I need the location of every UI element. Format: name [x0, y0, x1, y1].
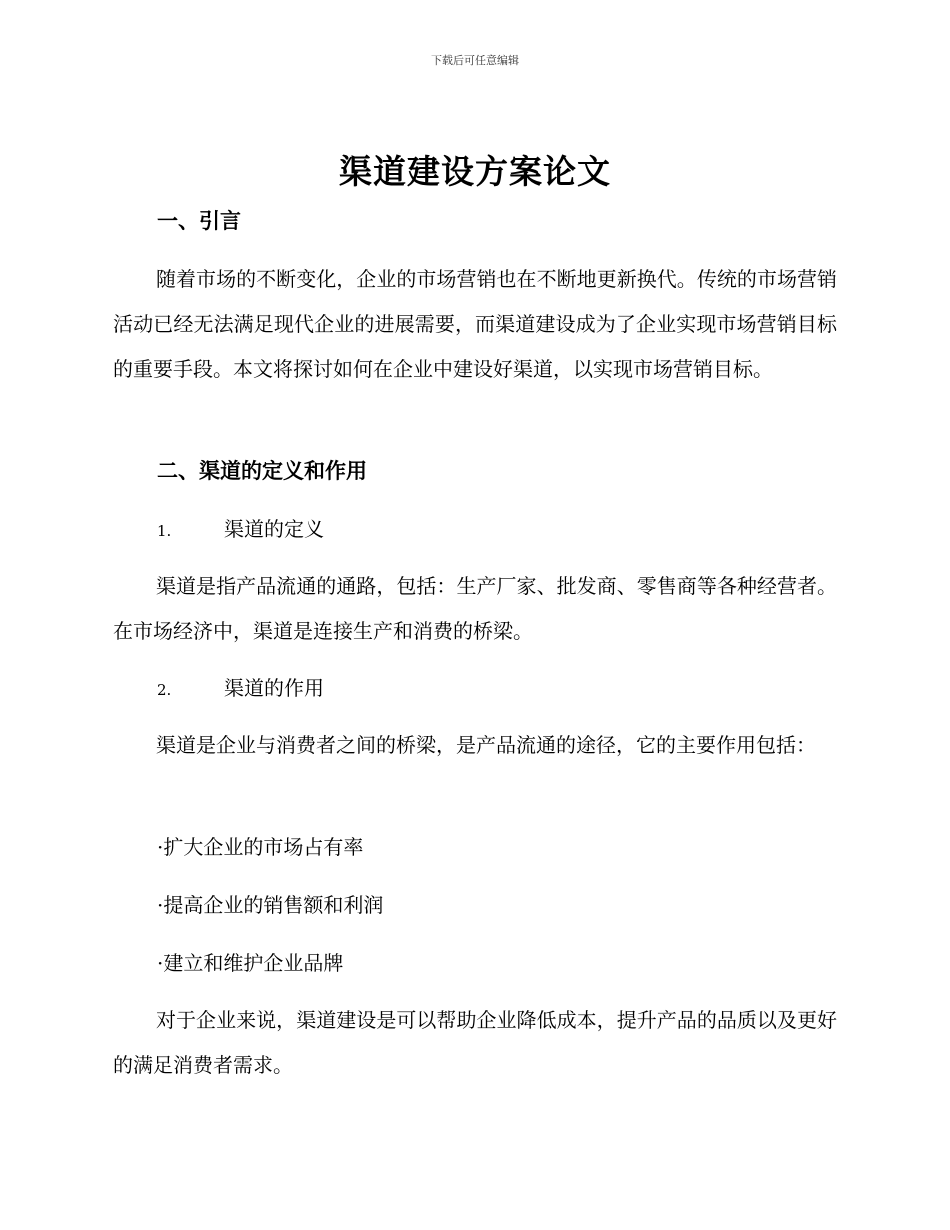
section-heading-intro: 一、引言	[157, 209, 241, 233]
section-heading-definition: 二、渠道的定义和作用	[157, 459, 367, 483]
bullet-item	[157, 832, 363, 862]
header-note: 下载后可任意编辑	[431, 54, 519, 67]
bullet-marker: ·	[157, 951, 164, 975]
bullet-item	[157, 948, 343, 978]
item-label: 渠道的作用	[224, 676, 324, 700]
item-number: 1.	[157, 522, 172, 540]
intro-paragraph: 随着市场的不断变化，企业的市场营销也在不断地更新换代。传统的市场营销活动已经无法满足现代企业的进展需要，而渠道建设成为了企业实现市场营销目标的重要手段。本文将探讨如何在企业中建设好渠道，以实现市场营销目标。	[113, 267, 837, 381]
bullet-text: 提高企业的销售额和利润	[163, 893, 384, 917]
closing-paragraph: 对于企业来说，渠道建设是可以帮助企业降低成本，提升产品的品质以及更好的满足消费者需求。	[113, 1008, 837, 1077]
function-paragraph: 渠道是企业与消费者之间的桥梁，是产品流通的途径，它的主要作用包括：	[156, 733, 816, 757]
bullet-text: 扩大企业的市场占有率	[163, 835, 364, 859]
bullet-text: 建立和维护企业品牌	[163, 951, 344, 975]
bullet-item	[157, 890, 383, 920]
item-number: 2.	[157, 681, 172, 699]
document-title: 渠道建设方案论文	[339, 152, 611, 191]
numbered-item-definition	[157, 514, 324, 546]
numbered-item-function	[157, 673, 324, 705]
item-label: 渠道的定义	[224, 517, 324, 541]
bullet-marker: ·	[157, 835, 164, 859]
bullet-marker: ·	[157, 893, 164, 917]
definition-paragraph: 渠道是指产品流通的通路，包括：生产厂家、批发商、零售商等各种经营者。在市场经济中，渠道是连接生产和消费的桥梁。	[113, 574, 837, 643]
